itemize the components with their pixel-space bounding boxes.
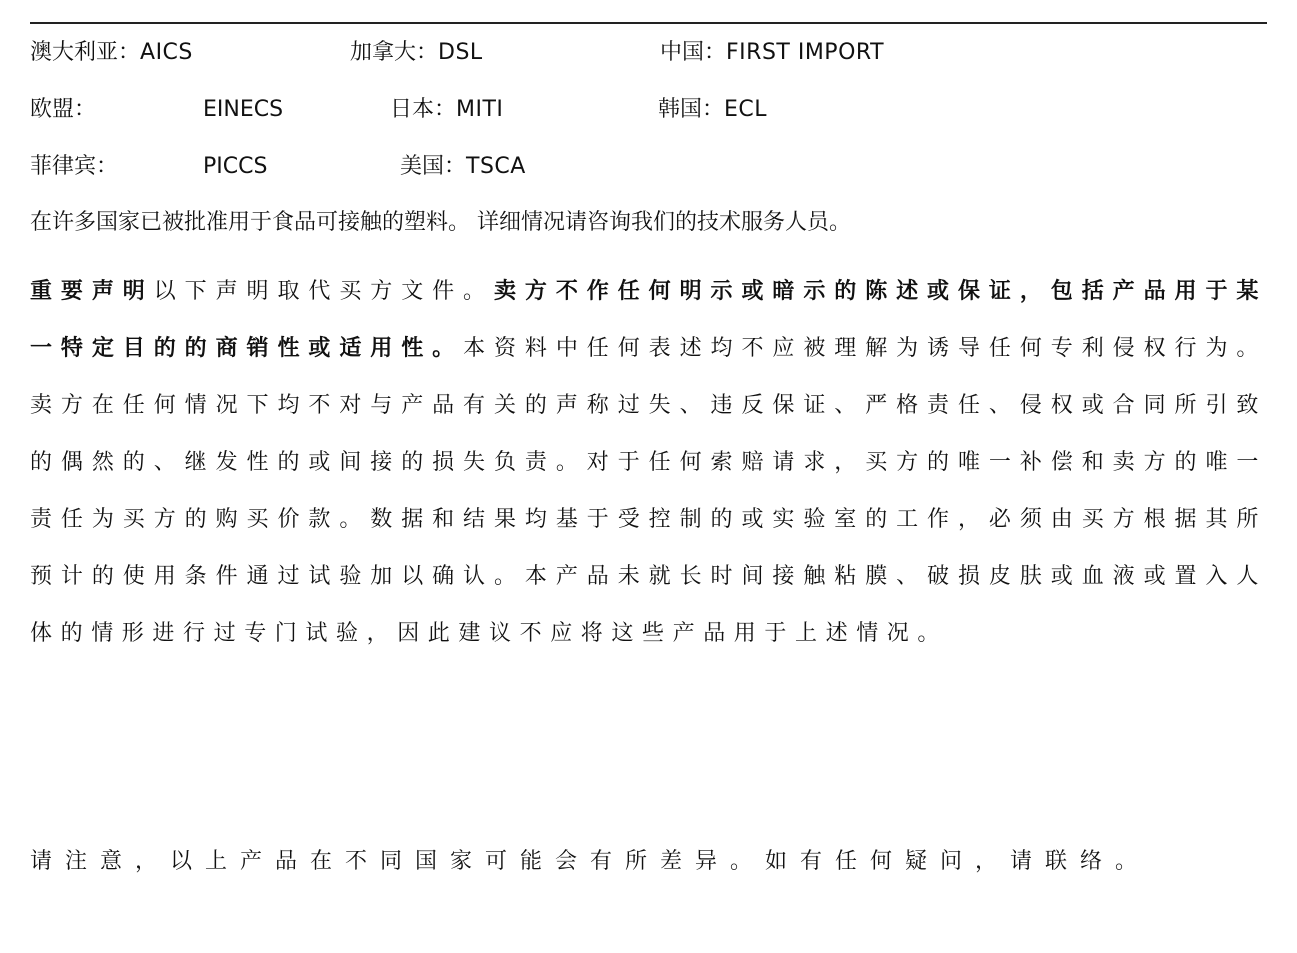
registry-country: 日本： xyxy=(390,97,457,122)
disclaimer-intro: 以下声明取代买方文件。 xyxy=(153,279,494,304)
registry-code: DSL xyxy=(438,40,483,65)
registry-country: 中国： xyxy=(660,40,727,65)
registry-code: ECL xyxy=(724,97,768,122)
registry-code: EINECS xyxy=(203,97,284,122)
disclaimer-heading: 重要声明 xyxy=(30,279,154,304)
registry-entry xyxy=(390,95,503,125)
registry-entry xyxy=(658,95,767,125)
disclaimer-bold-statement: 卖方不作任何明示或暗示的陈述或保证，包括产品用于某一特定目的的商销性或适用性。 xyxy=(30,279,1267,361)
registry-row-2 xyxy=(30,95,1267,125)
registry-entry xyxy=(350,38,483,68)
registry-country: 美国： xyxy=(400,154,467,179)
registry-row-1 xyxy=(30,38,1267,68)
disclaimer-paragraph xyxy=(30,263,1267,662)
registry-entry xyxy=(30,95,96,125)
registry-row-3 xyxy=(30,152,1267,182)
registry-country: 欧盟： xyxy=(30,97,97,122)
registry-country: 韩国： xyxy=(658,97,725,122)
food-contact-note: 在许多国家已被批准用于食品可接触的塑料。 详细情况请咨询我们的技术服务人员。 xyxy=(30,210,851,235)
registry-code: AICS xyxy=(140,40,193,65)
registry-code: FIRST IMPORT xyxy=(726,40,885,65)
registry-entry xyxy=(660,38,884,68)
registry-code: TSCA xyxy=(466,154,526,179)
registry-code: PICCS xyxy=(203,154,268,179)
registry-entry xyxy=(30,152,118,182)
registry-country: 澳大利亚： xyxy=(30,40,141,65)
registry-country: 加拿大： xyxy=(350,40,439,65)
registry-country: 菲律宾： xyxy=(30,154,119,179)
registry-entry xyxy=(400,152,526,182)
top-divider xyxy=(30,22,1267,24)
notice-paragraph: 请注意，以上产品在不同国家可能会有所差异。如有任何疑问，请联络。 xyxy=(30,849,1151,874)
disclaimer-body: 本资料中任何表述均不应被理解为诱导任何专利侵权行为。卖方在任何情况下均不对与产品有关的声称过失、违反保证、严格责任、侵权或合同所引致的偶然的、继发性的或间接的损失负责。对于任何索赔请求，买方的唯一补偿和卖方的唯一责任为买方的购买价款。数据和结果均基于受控制的或实验室的工作，必须由买方根据其所预计的使用条件通过试验加以确认。本产品未就长时间接触粘膜、破损皮肤或血液或置入人体的情形进行过专门试验，因此建议不应将这些产品用于上述情况。 xyxy=(30,336,1267,646)
registry-entry xyxy=(30,38,193,68)
registry-code: MITI xyxy=(456,97,504,122)
